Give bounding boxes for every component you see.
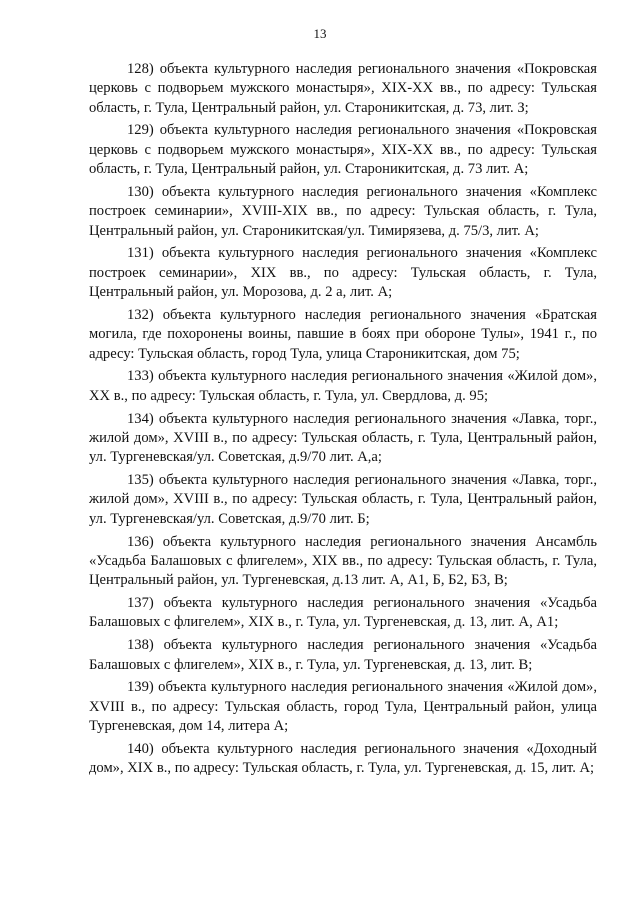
list-item-135: 135) объекта культурного наследия регионального значения «Лавка, торг., жилой дом», XVIII в., по адресу: Тульская область, г. Тула, Центральный район, ул. Тургеневская/ул. Советская, д.9/70 лит. Б; [89,472,597,527]
list-item-131: 131) объекта культурного наследия регионального значения «Комплекс построек семинарии», XIX вв., по адресу: Тульская область, г. Тула, Центральный район, ул. Морозова, д. 2 а, лит. А; [89,245,597,301]
list-item-133: 133) объекта культурного наследия регионального значения «Жилой дом», XX в., по адресу: Тульская область, г. Тула, ул. Свердлова, д. 95; [89,368,597,404]
list-item-134: 134) объекта культурного наследия регионального значения «Лавка, торг., жилой дом», XVIII в., по адресу: Тульская область, г. Тула, Центральный район, ул. Тургеневская/ул. Советская, д.9/70 лит. А,а; [89,410,597,466]
document-body [89,60,597,782]
list-item-132: 132) объекта культурного наследия регионального значения «Братская могила, где похоронены воины, павшие в боях при обороне Тулы», 1941 г., по адресу: Тульская область, город Тула, улица Староникитская, дом 75; [89,306,597,362]
page-number: 13 [313,26,327,41]
list-item-129: 129) объекта культурного наследия регионального значения «Покровская церковь с подворьем мужского монастыря», XIX-XX вв., по адресу: Тульская область, г. Тула, Центральный район, ул. Староникитская, д. 73 лит. А; [89,122,597,178]
list-item-128: 128) объекта культурного наследия регионального значения «Покровская церковь с подворьем мужского монастыря», XIX-XX вв., по адресу: Тульская область, г. Тула, Центральный район, ул. Староникитская, д. 73, лит. З; [89,61,597,116]
list-item-138: 138) объекта культурного наследия регионального значения «Усадьба Балашовых с флигелем», XIX в., г. Тула, ул. Тургеневская, д. 13, лит. В; [89,637,597,673]
list-item-140: 140) объекта культурного наследия регионального значения «Доходный дом», XIX в., по адресу: Тульская область, г. Тула, ул. Тургеневская, д. 15, лит. А; [89,740,597,777]
list-item-137: 137) объекта культурного наследия регионального значения «Усадьба Балашовых с флигелем», XIX в., г. Тула, ул. Тургеневская, д. 13, лит. А, А1; [89,595,597,631]
list-item-130: 130) объекта культурного наследия регионального значения «Комплекс построек семинарии», XVIII-XIX вв., по адресу: Тульская область, г. Тула, Центральный район, ул. Староникитская/ул. Тимирязева, д. 75/3, лит. А; [89,183,597,239]
list-item-136: 136) объекта культурного наследия регионального значения Ансамбль «Усадьба Балашовых с флигелем», XIX вв., по адресу: Тульская область, г. Тула, Центральный район, ул. Тургеневская, д.13 лит. А, А1, Б, Б2, Б3, В; [89,533,597,589]
list-item-139: 139) объекта культурного наследия регионального значения «Жилой дом», XVIII в., по адресу: Тульская область, город Тула, Центральный район, улица Тургеневская, дом 14, литера А; [89,679,597,735]
